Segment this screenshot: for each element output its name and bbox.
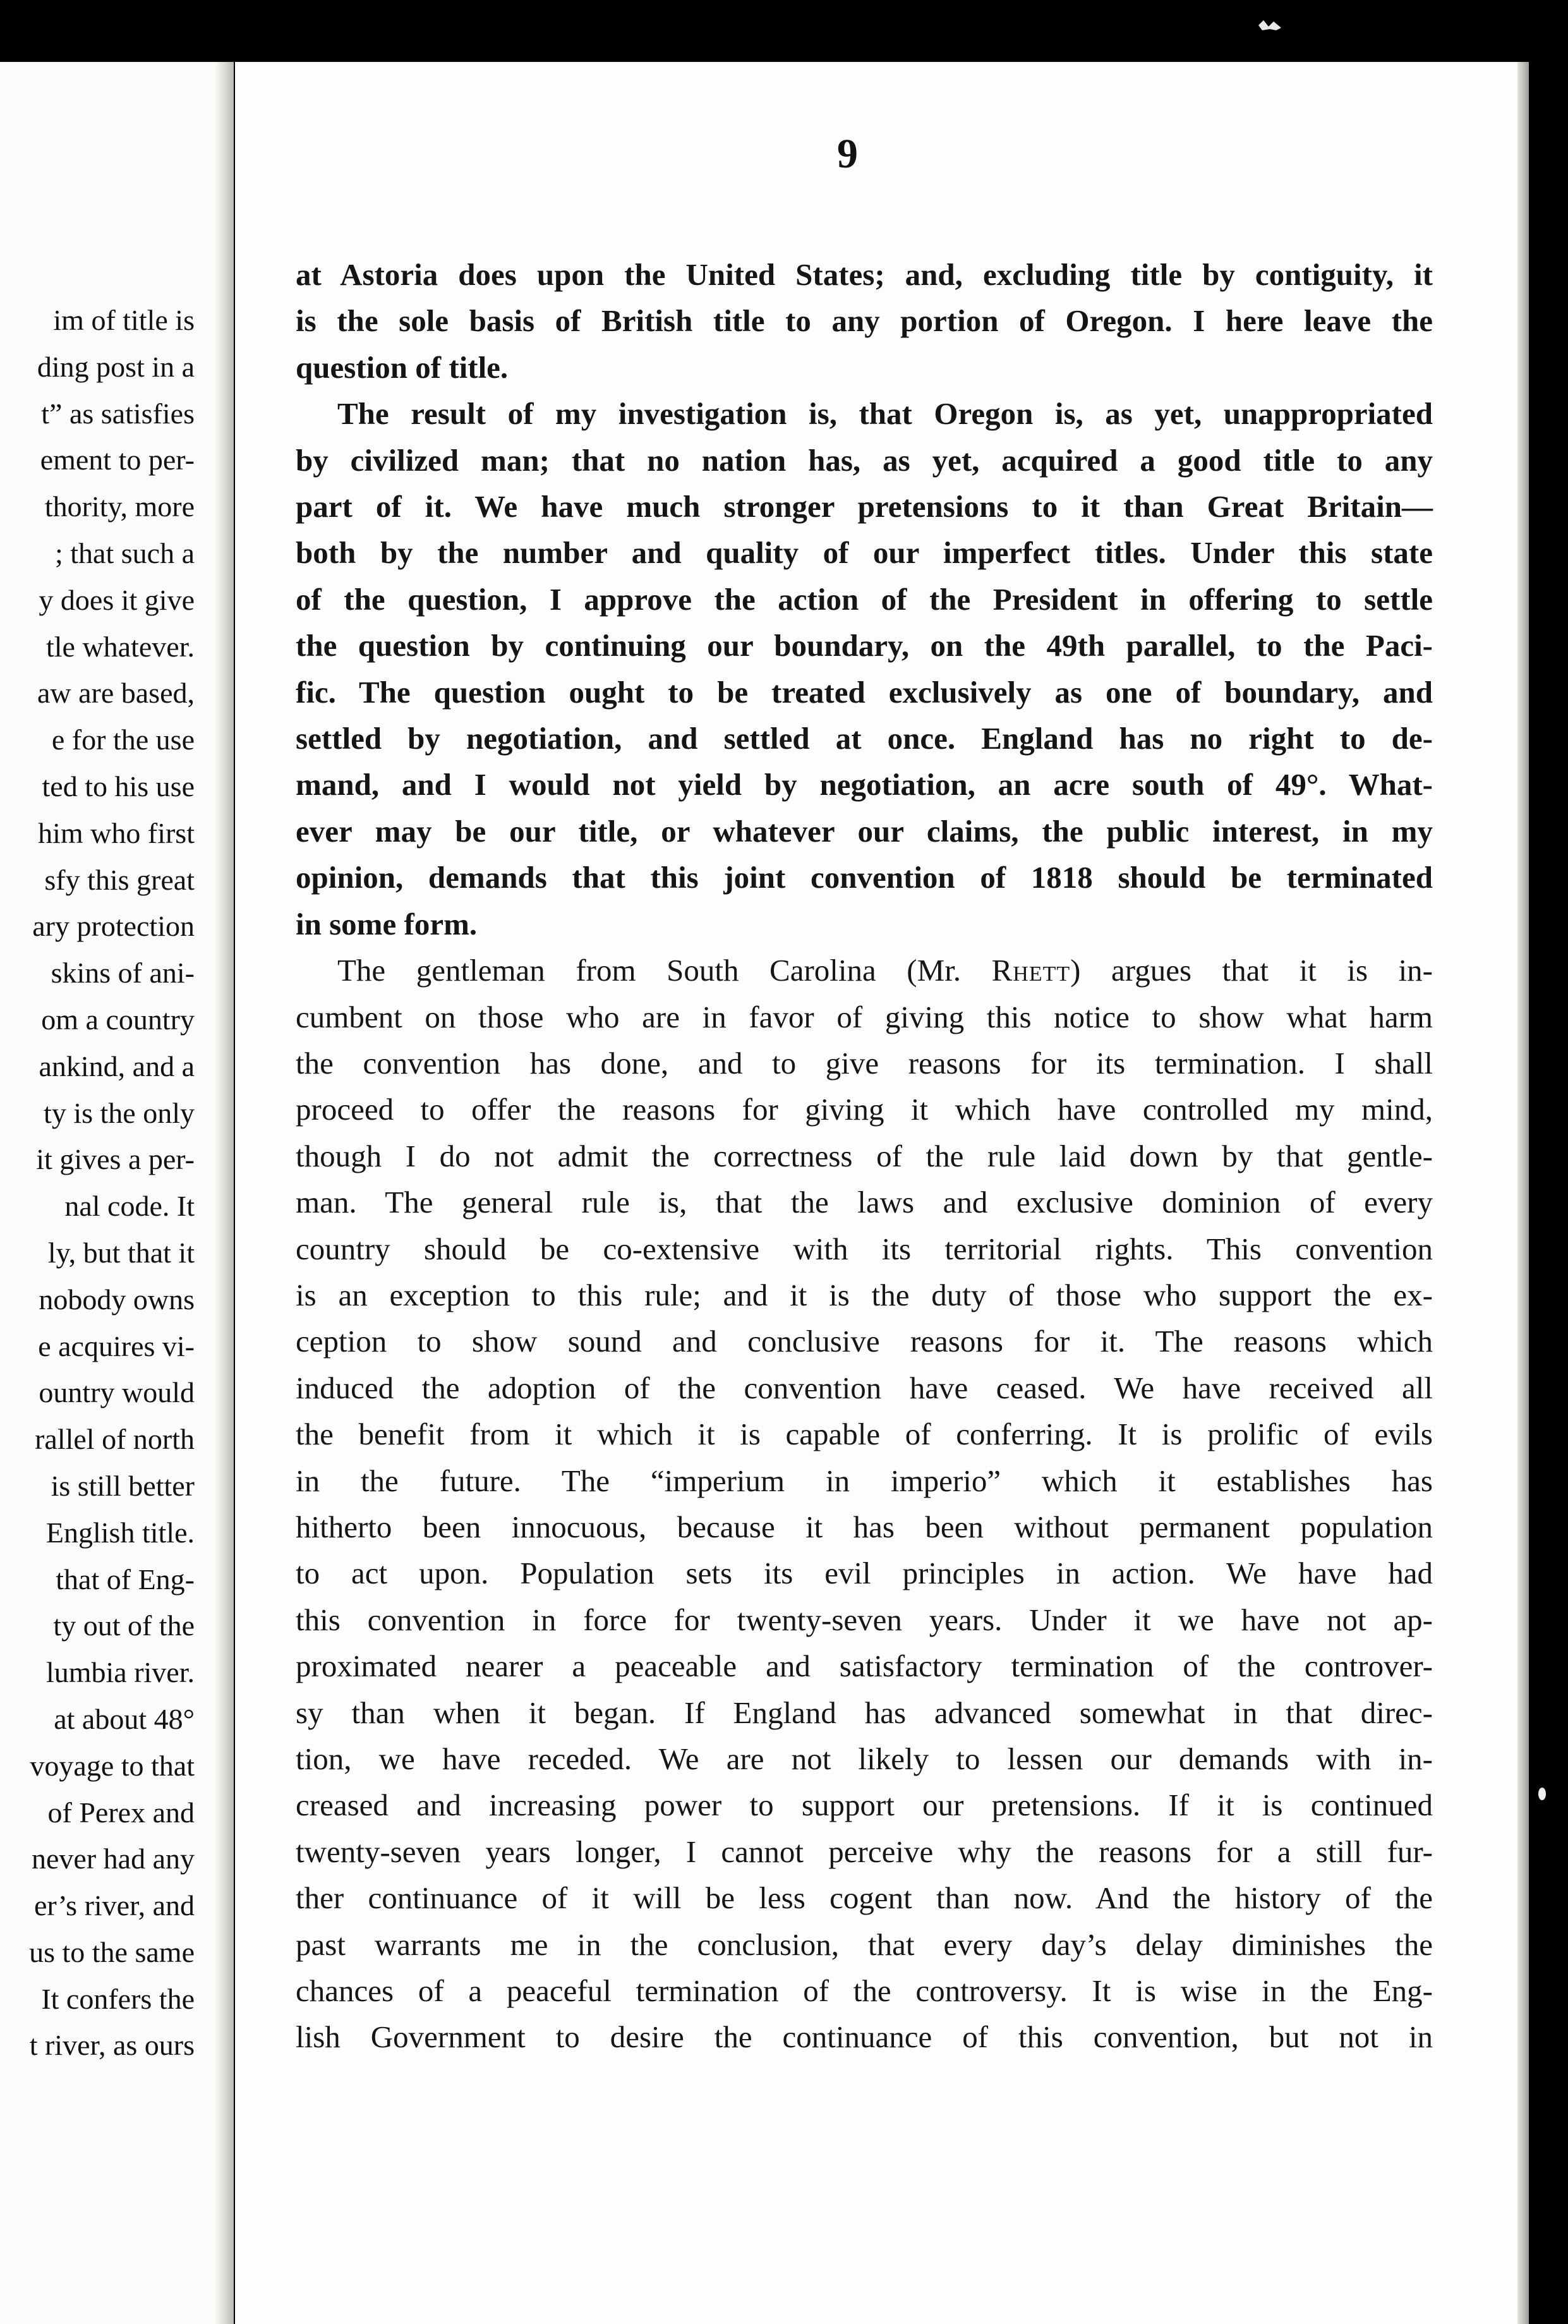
facing-page-line: rallel of north [35,1423,195,1456]
paragraph-2-line: of the question, I approve the action of the President in offering to settle [296,581,1433,617]
facing-page-line: nobody owns [39,1283,195,1316]
facing-page-line: thority, more [44,490,195,523]
paragraph-3-line: hitherto been innocuous, because it has been without permanent population [296,1509,1433,1544]
page-edge [1517,62,1529,2324]
paragraph-3-text: The gentleman from South Carolina (Mr. [337,953,992,988]
facing-page-line: sfy this great [44,863,195,896]
scan-artifact-mark [1257,18,1282,32]
paragraph-3-line: this convention in force for twenty-seven years. Under it we have not ap- [296,1602,1433,1637]
facing-page-line: that of Eng- [56,1563,195,1595]
facing-page-line: ountry would [39,1376,195,1409]
paragraph-2-line: both by the number and quality of our imperfect titles. Under this state [296,535,1433,571]
paragraph-3-line: induced the adoption of the convention have ceased. We have received all [296,1370,1433,1405]
facing-page-line: im of title is [53,304,195,336]
speaker-name: Rhett [991,953,1071,988]
paragraph-3-line: country should be co-extensive with its territorial rights. This convention [296,1231,1433,1266]
facing-page-line: ement to per- [40,444,195,476]
paragraph-3-line: cumbent on those who are in favor of giving this notice to show what harm [296,999,1433,1034]
facing-page-line: e for the use [51,723,195,756]
paragraph-3-line [296,947,1433,993]
facing-page-line: ; that such a [55,536,195,569]
facing-page-line: ty is the only [44,1096,195,1129]
paragraph-1-line: question of title. [296,349,509,385]
paragraph-2-line: part of it. We have much stronger pretensions to it than Great Britain— [296,489,1433,524]
paragraph-3-line: ception to show sound and conclusive reasons for it. The reasons which [296,1324,1433,1359]
facing-page-line: aw are based, [37,677,195,710]
facing-page-line: om a country [41,1003,195,1036]
facing-page-line: t” as satisfies [41,397,195,430]
paragraph-3-line: twenty-seven years longer, I cannot perceive why the reasons for a still fur- [296,1834,1433,1869]
document-page [235,62,1517,2324]
facing-page-line: of Perex and [47,1796,195,1829]
paragraph-3-line: proceed to offer the reasons for giving it which have controlled my mind, [296,1092,1433,1127]
book-gutter [215,62,234,2324]
paragraph-2-line: fic. The question ought to be treated exclusively as one of boundary, and [296,674,1433,710]
facing-page-line: never had any [32,1843,195,1875]
facing-page-line: nal code. It [64,1190,195,1223]
facing-page-line: skins of ani- [51,957,195,990]
paragraph-2-line: by civilized man; that no nation has, as yet, acquired a good title to any [296,442,1433,478]
paragraph-1-line: at Astoria does upon the United States; and, excluding title by contiguity, it [296,257,1433,292]
paragraph-3-line: the benefit from it which it is capable of conferring. It is prolific of evils [296,1417,1433,1452]
facing-page-line: y does it give [39,583,195,616]
facing-page [0,62,234,2324]
paragraph-3-line: man. The general rule is, that the laws and exclusive dominion of every [296,1185,1433,1220]
facing-page-line: ty out of the [53,1609,195,1642]
facing-page-line: ding post in a [37,350,195,383]
paragraph-3-line: lish Government to desire the continuance of this convention, but not in [296,2019,1433,2055]
page-number: 9 [837,131,858,177]
facing-page-line: at about 48° [54,1702,195,1735]
facing-page-text [29,297,195,2069]
facing-page-line: er’s river, and [33,1889,195,1922]
paragraph-2-line: the question by continuing our boundary, on the 49th parallel, to the Paci- [296,628,1433,663]
paragraph-2-line: The result of my investigation is, that Oregon is, as yet, unappropriated [337,396,1433,432]
facing-page-line: ankind, and a [39,1050,195,1082]
paragraph-3-line: creased and increasing power to support our pretensions. If it is continued [296,1788,1433,1823]
paragraph-3-line: though I do not admit the correctness of the rule laid down by that gentle- [296,1138,1433,1173]
facing-page-line: him who first [38,816,195,849]
paragraph-3-line: ther continuance of it will be less cogent than now. And the history of the [296,1880,1433,1916]
paragraph-3-line: to act upon. Population sets its evil principles in action. We have had [296,1556,1433,1591]
paragraph-3-line: chances of a peaceful termination of the controversy. It is wise in the Eng- [296,1973,1433,2009]
paragraph-1-line: is the sole basis of British title to any portion of Oregon. I here leave the [296,303,1433,339]
paragraph-3-line: the convention has done, and to give reasons for its termination. I shall [296,1045,1433,1080]
facing-page-line: is still better [51,1469,195,1502]
facing-page-line: it gives a per- [36,1143,195,1176]
facing-page-line: ary protection [32,910,195,943]
facing-page-line: ted to his use [42,770,195,802]
paragraph-2-line: in some form. [296,906,478,941]
paragraph-2-line: settled by negotiation, and settled at once. England has no right to de- [296,721,1433,756]
page-body [296,251,1433,2061]
facing-page-line: t river, as ours [29,2029,195,2062]
paragraph-2-line: ever may be our title, or whatever our claims, the public interest, in my [296,813,1433,849]
paragraph-2-line: opinion, demands that this joint convention of 1818 should be terminated [296,860,1433,895]
facing-page-line: tle whatever. [45,630,195,663]
margin-mark [1535,1783,1549,1805]
paragraph-3-line: past warrants me in the conclusion, that every day’s delay diminishes the [296,1927,1433,1962]
facing-page-line: us to the same [29,1935,195,1968]
facing-page-line: English title. [45,1516,195,1549]
paragraph-3-text: ) argues that it is in- [1070,953,1433,988]
facing-page-line: e acquires vi- [38,1329,195,1362]
facing-page-line: lumbia river. [45,1656,195,1689]
paragraph-3-line: proximated nearer a peaceable and satisfactory termination of the controver- [296,1649,1433,1684]
facing-page-line: voyage to that [30,1749,195,1782]
paragraph-3-line: sy than when it began. If England has advanced somewhat in that direc- [296,1695,1433,1730]
paragraph-2-line: mand, and I would not yield by negotiation, an acre south of 49°. What- [296,767,1433,802]
paragraph-3-line: tion, we have receded. We are not likely to lessen our demands with in- [296,1741,1433,1776]
facing-page-line: It confers the [41,1982,195,2015]
facing-page-line: ly, but that it [47,1236,195,1269]
paragraph-3-line: in the future. The “imperium in imperio” which it establishes has [296,1463,1433,1498]
paragraph-3-line: is an exception to this rule; and it is the duty of those who support the ex- [296,1277,1433,1312]
